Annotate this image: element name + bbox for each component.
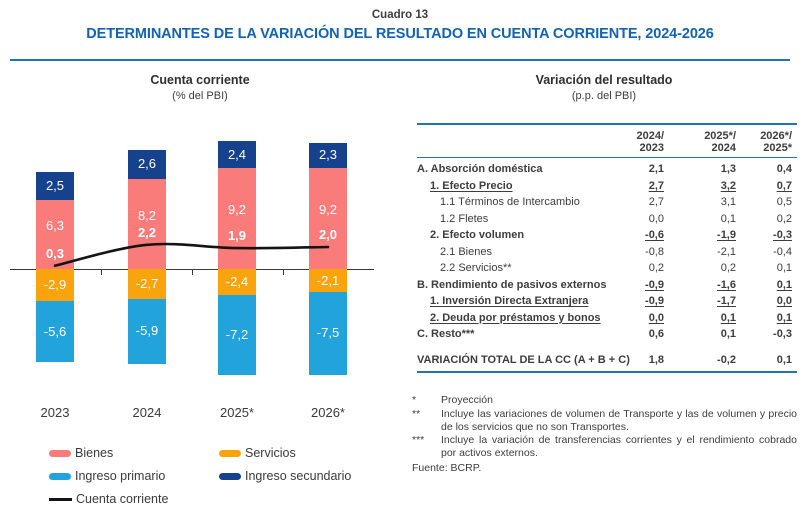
cell-value: 0,4 <box>776 163 792 175</box>
chart-title: Cuenta corriente <box>150 73 250 87</box>
value-cell <box>617 326 664 343</box>
data-table <box>417 123 797 373</box>
value-cell <box>736 158 797 178</box>
cell-value: 0,1 <box>776 311 792 324</box>
x-axis-label: 2024 <box>132 405 162 420</box>
legend-swatch-ingreso_secundario <box>219 473 241 480</box>
bar-segment-ingreso_primario-2025* <box>218 295 256 374</box>
value-cell <box>664 343 736 373</box>
row-label: 1. Efecto Precio <box>430 179 513 192</box>
value-cell <box>664 211 736 228</box>
legend-label: Ingreso secundario <box>245 469 352 483</box>
table-column-header: 2026*/ 2025* <box>736 124 797 158</box>
table-panel <box>410 68 798 515</box>
table-row <box>417 326 797 343</box>
value-cell <box>617 178 664 195</box>
table-header-row <box>417 124 797 158</box>
legend-swatch-ingreso_primario <box>49 473 71 480</box>
bar-value-label: -2,7 <box>135 275 159 291</box>
cell-value: 0,1 <box>776 278 792 291</box>
cuenta-corriente-value-label: 2,0 <box>318 227 338 242</box>
legend-item-servicios <box>219 445 296 461</box>
x-axis-tick <box>283 270 284 275</box>
x-axis-label: 2023 <box>40 405 70 420</box>
bar-segment-servicios-2026* <box>309 269 347 292</box>
table-row <box>417 178 797 195</box>
footnote-marker: * <box>412 394 417 406</box>
footnote <box>412 408 797 434</box>
bar-segment-ingreso_primario-2024 <box>128 299 166 364</box>
cell-value: 0,1 <box>720 212 736 225</box>
row-label: C. Resto*** <box>417 328 475 340</box>
table-row <box>417 211 797 228</box>
row-label: 1.1 Términos de Intercambio <box>440 196 580 208</box>
table-row <box>417 293 797 310</box>
row-label: 1. Inversión Directa Extranjera <box>430 295 589 307</box>
value-cell <box>736 211 797 228</box>
bar-segment-ingreso_secundario-2025* <box>218 141 256 167</box>
row-label-cell <box>417 310 617 327</box>
table-row <box>417 343 797 373</box>
bar-segment-ingreso_secundario-2026* <box>309 143 347 168</box>
legend-item-line <box>49 491 168 507</box>
page-title: DETERMINANTES DE LA VARIACIÓN DEL RESULTADO EN CUENTA CORRIENTE, 2024-2026 <box>86 26 714 42</box>
value-cell <box>617 194 664 211</box>
x-axis-tick <box>192 270 193 275</box>
value-cell <box>617 260 664 277</box>
chart-subtitle: (% del PBI) <box>172 90 228 102</box>
row-label-cell <box>417 293 617 310</box>
bar-segment-bienes-2025* <box>218 168 256 269</box>
bar-segment-ingreso_secundario-2024 <box>128 150 166 179</box>
table-row <box>417 277 797 294</box>
cell-value: 0,0 <box>648 212 664 225</box>
table-number: Cuadro 13 <box>371 9 429 21</box>
cell-value: 2,7 <box>648 179 664 192</box>
row-label: B. Rendimiento de pasivos externos <box>417 278 607 291</box>
bar-value-label: 2,4 <box>227 146 247 162</box>
row-label-cell <box>417 194 617 211</box>
legend-label: Ingreso primario <box>75 469 166 483</box>
cell-value: -1,6 <box>717 278 736 291</box>
legend-label: Cuenta corriente <box>76 492 169 506</box>
value-cell <box>664 178 736 195</box>
x-axis-label: 2025* <box>220 405 254 420</box>
cell-value: -0,8 <box>645 245 664 258</box>
value-cell <box>664 260 736 277</box>
legend-label: Bienes <box>75 446 114 460</box>
table-header-empty <box>417 124 617 158</box>
footnote-marker: *** <box>412 434 425 447</box>
footnote-marker: ** <box>412 407 421 420</box>
footnote <box>412 394 797 407</box>
value-cell <box>617 158 664 178</box>
cell-value: 0,7 <box>776 179 792 192</box>
bar-segment-ingreso_primario-2023 <box>36 301 74 363</box>
table-column-header: 2025*/ 2024 <box>664 124 736 158</box>
cell-value: 0,0 <box>648 311 664 324</box>
table-title: Variación del resultado <box>535 73 673 87</box>
cell-value: 0,2 <box>648 262 664 274</box>
bar-value-label: 9,2 <box>318 202 338 218</box>
value-cell <box>736 310 797 327</box>
value-cell <box>617 293 664 310</box>
table-row <box>417 260 797 277</box>
value-cell <box>617 277 664 294</box>
legend-item-ingreso_primario <box>49 468 165 484</box>
legend-swatch-servicios <box>219 450 241 457</box>
table-row <box>417 158 797 178</box>
value-cell <box>664 227 736 244</box>
cell-value: -0,9 <box>645 278 664 291</box>
row-label-cell <box>417 260 617 277</box>
row-label: 2.2 Servicios** <box>440 262 512 274</box>
table-subtitle: (p.p. del PBI) <box>571 90 637 102</box>
row-label-cell <box>417 277 617 294</box>
value-cell <box>664 326 736 343</box>
cell-value: -2,1 <box>717 245 736 258</box>
legend-swatch-line <box>49 498 72 501</box>
value-cell <box>736 277 797 294</box>
row-label: 2.1 Bienes <box>440 245 492 258</box>
cell-value: 1,3 <box>720 163 736 175</box>
table-row <box>417 227 797 244</box>
legend-swatch-bienes <box>49 450 71 457</box>
bar-value-label: -2,9 <box>43 276 67 292</box>
bar-value-label: -5,9 <box>135 323 159 339</box>
value-cell <box>736 326 797 343</box>
table-row <box>417 244 797 261</box>
cell-value: 0,2 <box>720 262 736 274</box>
bar-segment-servicios-2024 <box>128 269 166 299</box>
cell-value: -0,3 <box>773 328 792 340</box>
bar-value-label: -2,1 <box>316 272 340 288</box>
row-label: 1.2 Fletes <box>440 212 489 225</box>
bar-value-label: -2,4 <box>225 274 249 290</box>
value-cell <box>736 194 797 211</box>
bar-value-label: 8,2 <box>137 207 157 223</box>
row-label-cell <box>417 178 617 195</box>
legend-label: Servicios <box>245 446 296 460</box>
value-cell <box>736 343 797 373</box>
legend-item-bienes <box>49 445 113 461</box>
cell-value: 1,8 <box>648 353 664 366</box>
source-line: Fuente: BCRP. <box>412 461 482 474</box>
chart-legend <box>0 443 400 515</box>
row-label: 2. Efecto volumen <box>430 229 525 241</box>
row-label-cell <box>417 158 617 178</box>
value-cell <box>736 260 797 277</box>
bar-segment-servicios-2023 <box>36 269 74 301</box>
cell-value: 0,6 <box>648 328 664 340</box>
cell-value: 0,1 <box>776 353 792 366</box>
cuenta-corriente-value-label: 1,9 <box>227 228 247 244</box>
cell-value: 0,0 <box>776 295 792 307</box>
footnote <box>412 434 797 460</box>
footnote-text: Proyección <box>441 394 493 406</box>
cell-value: 0,1 <box>776 262 792 274</box>
cell-value: 0,2 <box>776 212 792 225</box>
cell-value: 0,5 <box>776 196 792 208</box>
cell-value: -0,4 <box>773 245 792 258</box>
cell-value: -1,7 <box>717 295 736 307</box>
row-label-cell <box>417 343 630 373</box>
value-cell <box>664 158 736 178</box>
table-row <box>417 310 797 327</box>
value-cell <box>664 194 736 211</box>
cuenta-corriente-value-label: 2,2 <box>137 224 157 240</box>
bar-value-label: 9,2 <box>227 202 247 218</box>
x-axis-label: 2026* <box>311 405 345 420</box>
row-label-cell <box>417 211 617 228</box>
cell-value: 0,1 <box>720 311 736 324</box>
bar-segment-servicios-2025* <box>218 269 256 295</box>
value-cell <box>664 244 736 261</box>
value-cell <box>736 178 797 195</box>
cell-value: -0,9 <box>645 295 664 307</box>
value-cell <box>664 293 736 310</box>
value-cell <box>617 211 664 228</box>
value-cell <box>736 293 797 310</box>
row-label-cell <box>417 244 617 261</box>
stacked-bar-chart <box>0 120 400 430</box>
row-label: VARIACIÓN TOTAL DE LA CC (A + B + C) <box>417 353 630 366</box>
value-cell <box>736 227 797 244</box>
bar-value-label: 2,3 <box>318 147 338 163</box>
value-cell <box>664 310 736 327</box>
cell-value: -0,2 <box>717 353 736 366</box>
cell-value: -0,3 <box>773 229 792 241</box>
bar-segment-ingreso_primario-2026* <box>309 292 347 375</box>
title-rule <box>10 59 790 61</box>
row-label: 2. Deuda por préstamos y bonos <box>430 311 601 324</box>
value-cell <box>617 244 664 261</box>
table-row <box>417 194 797 211</box>
cell-value: -1,9 <box>717 229 736 241</box>
cuenta-corriente-value-label: 0,3 <box>45 245 65 261</box>
row-label-cell <box>417 326 617 343</box>
cell-value: 3,2 <box>720 179 736 192</box>
cell-value: 3,1 <box>720 196 736 208</box>
bar-segment-bienes-2026* <box>309 168 347 269</box>
footnote-text: Incluye las variaciones de volumen de Transporte y las de volumen y precio de los servicios que no son Transportes. <box>441 407 797 433</box>
legend-item-ingreso_secundario <box>219 468 351 484</box>
bar-segment-ingreso_secundario-2023 <box>36 172 74 200</box>
cell-value: -0,6 <box>645 229 664 241</box>
footnote-text: Incluye la variación de transferencias corrientes y el rendimiento cobrado por activos externos. <box>441 434 797 460</box>
value-cell <box>617 227 664 244</box>
bar-value-label: 2,6 <box>137 156 157 172</box>
chart-panel <box>0 68 400 515</box>
bar-value-label: -5,6 <box>43 323 67 339</box>
bar-value-label: -7,5 <box>316 325 340 341</box>
row-label: A. Absorción doméstica <box>417 163 543 175</box>
value-cell <box>736 244 797 261</box>
value-cell <box>664 277 736 294</box>
bar-value-label: -7,2 <box>225 326 249 342</box>
footnotes <box>412 394 797 475</box>
cell-value: 2,1 <box>648 163 664 175</box>
bar-value-label: 2,5 <box>45 177 65 193</box>
cell-value: 2,7 <box>648 196 664 208</box>
bar-value-label: 6,3 <box>45 218 65 234</box>
value-cell <box>617 310 664 327</box>
table-column-header: 2024/ 2023 <box>617 124 664 158</box>
row-label-cell <box>417 227 617 244</box>
x-axis-tick <box>101 270 102 275</box>
cell-value: 0,1 <box>720 328 736 340</box>
